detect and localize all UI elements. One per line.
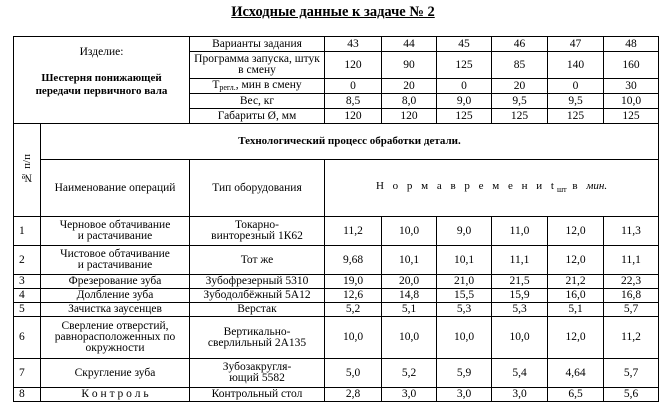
tregl-cell: 0: [548, 79, 604, 94]
time-cell: 11,0: [492, 217, 548, 246]
variant-cell: 47: [548, 37, 604, 52]
tregl-label: Трегл., мин в смену: [190, 79, 325, 94]
product-label: Изделие:: [79, 46, 124, 58]
time-cell: 12,0: [548, 317, 604, 359]
time-cell: 22,3: [604, 275, 659, 289]
program-cell: 120: [325, 52, 382, 79]
dims-cell: 125: [604, 109, 659, 124]
time-cell: 12,0: [548, 217, 604, 246]
time-cell: 12,0: [548, 246, 604, 275]
time-cell: 11,2: [325, 217, 382, 246]
op-num: 5: [14, 303, 41, 317]
dims-cell: 125: [492, 109, 548, 124]
program-cell: 140: [548, 52, 604, 79]
page-title: Исходные данные к задаче № 2: [231, 4, 435, 20]
time-cell: 10,0: [492, 317, 548, 359]
table-row: [14, 388, 659, 402]
time-cell: 11,1: [492, 246, 548, 275]
time-cell: 2,8: [325, 388, 382, 402]
tregl-cell: 20: [382, 79, 437, 94]
table-row: [14, 275, 659, 289]
time-cell: 3,0: [382, 388, 437, 402]
op-equipment: Токарно- винторезный 1К62: [190, 217, 325, 246]
variant-cell: 45: [437, 37, 492, 52]
time-cell: 5,7: [604, 303, 659, 317]
product-cell: [14, 37, 190, 124]
weight-cell: 9,5: [492, 94, 548, 109]
variant-cell: 46: [492, 37, 548, 52]
weight-cell: 9,0: [437, 94, 492, 109]
time-cell: 10,0: [437, 317, 492, 359]
op-equipment: Тот же: [190, 246, 325, 275]
op-name: Сверление отверстий, равнорасположенных по окружности: [41, 317, 190, 359]
time-cell: 3,0: [492, 388, 548, 402]
weight-cell: 8,0: [382, 94, 437, 109]
op-name: Черновое обтачивание и растачивание: [41, 217, 190, 246]
time-cell: 9,68: [325, 246, 382, 275]
column-header-row: [14, 160, 659, 217]
variant-cell: 48: [604, 37, 659, 52]
op-name: Зачистка заусенцев: [41, 303, 190, 317]
time-cell: 5,4: [492, 359, 548, 388]
time-cell: 10,1: [382, 246, 437, 275]
time-cell: 19,0: [325, 275, 382, 289]
equipment-header: Тип оборудования: [190, 160, 325, 217]
op-name: Чистовое обтачивание и растачивание: [41, 246, 190, 275]
op-equipment: Зубофрезерный 5310: [190, 275, 325, 289]
product-name: Шестерня понижающей передачи первичного вала: [35, 72, 168, 97]
op-num: 2: [14, 246, 41, 275]
time-cell: 10,1: [437, 246, 492, 275]
op-equipment: Зубодолбёжный 5А12: [190, 289, 325, 303]
dims-label: Габариты Ø, мм: [190, 109, 325, 124]
time-cell: 10,0: [325, 317, 382, 359]
variant-cell: 43: [325, 37, 382, 52]
dims-cell: 120: [325, 109, 382, 124]
operation-header: Наименование операций: [41, 160, 190, 217]
op-name: Фрезерование зуба: [41, 275, 190, 289]
op-equipment: Верстак: [190, 303, 325, 317]
op-equipment: Зубозакругля- ющий 5582: [190, 359, 325, 388]
weight-cell: 9,5: [548, 94, 604, 109]
program-cell: 160: [604, 52, 659, 79]
variants-label: Варианты задания: [190, 37, 325, 52]
time-cell: 11,2: [604, 317, 659, 359]
time-cell: 5,3: [492, 303, 548, 317]
time-cell: 5,9: [437, 359, 492, 388]
time-cell: 5,3: [437, 303, 492, 317]
time-cell: 5,2: [325, 303, 382, 317]
program-label: Программа запуска, штук в смену: [190, 52, 325, 79]
time-cell: 15,9: [492, 289, 548, 303]
op-num: 3: [14, 275, 41, 289]
num-header: № п/п: [14, 124, 41, 217]
table-row: [14, 246, 659, 275]
time-cell: 11,1: [604, 246, 659, 275]
weight-cell: 8,5: [325, 94, 382, 109]
time-cell: 3,0: [437, 388, 492, 402]
time-cell: 5,1: [548, 303, 604, 317]
table-row: [14, 217, 659, 246]
time-cell: 9,0: [437, 217, 492, 246]
time-cell: 4,64: [548, 359, 604, 388]
op-equipment: Контрольный стол: [190, 388, 325, 402]
tregl-cell: 0: [325, 79, 382, 94]
time-cell: 21,5: [492, 275, 548, 289]
op-equipment: Вертикально- сверлильный 2А135: [190, 317, 325, 359]
time-cell: 5,0: [325, 359, 382, 388]
time-cell: 10,0: [382, 217, 437, 246]
time-cell: 11,3: [604, 217, 659, 246]
program-cell: 90: [382, 52, 437, 79]
op-num: 7: [14, 359, 41, 388]
time-cell: 5,7: [604, 359, 659, 388]
weight-label: Вес, кг: [190, 94, 325, 109]
program-cell: 85: [492, 52, 548, 79]
time-cell: 16,0: [548, 289, 604, 303]
task-data-table: [13, 36, 659, 402]
op-name: Скругление зуба: [41, 359, 190, 388]
dims-cell: 125: [437, 109, 492, 124]
time-cell: 5,2: [382, 359, 437, 388]
time-cell: 5,6: [604, 388, 659, 402]
dims-cell: 120: [382, 109, 437, 124]
time-cell: 5,1: [382, 303, 437, 317]
tregl-cell: 20: [492, 79, 548, 94]
op-num: 6: [14, 317, 41, 359]
time-cell: 6,5: [548, 388, 604, 402]
weight-cell: 10,0: [604, 94, 659, 109]
time-cell: 12,6: [325, 289, 382, 303]
time-cell: 21,2: [548, 275, 604, 289]
table-row: [14, 289, 659, 303]
op-name: Долбление зуба: [41, 289, 190, 303]
program-cell: 125: [437, 52, 492, 79]
process-title-row: [14, 124, 659, 160]
dims-cell: 125: [548, 109, 604, 124]
time-cell: 16,8: [604, 289, 659, 303]
variants-row: [14, 37, 659, 52]
time-cell: 10,0: [382, 317, 437, 359]
time-cell: 15,5: [437, 289, 492, 303]
tregl-cell: 0: [437, 79, 492, 94]
time-cell: 20,0: [382, 275, 437, 289]
tregl-cell: 30: [604, 79, 659, 94]
op-name: К о н т р о л ь: [41, 388, 190, 402]
op-num: 8: [14, 388, 41, 402]
table-row: [14, 317, 659, 359]
variant-cell: 44: [382, 37, 437, 52]
process-title: Технологический процесс обработки детали.: [41, 124, 659, 160]
table-row: [14, 303, 659, 317]
op-num: 4: [14, 289, 41, 303]
time-cell: 14,8: [382, 289, 437, 303]
time-cell: 21,0: [437, 275, 492, 289]
table-row: [14, 359, 659, 388]
norm-header: Н о р м а в р е м е н и $t_{шт}$ в мин.: [325, 160, 659, 217]
op-num: 1: [14, 217, 41, 246]
